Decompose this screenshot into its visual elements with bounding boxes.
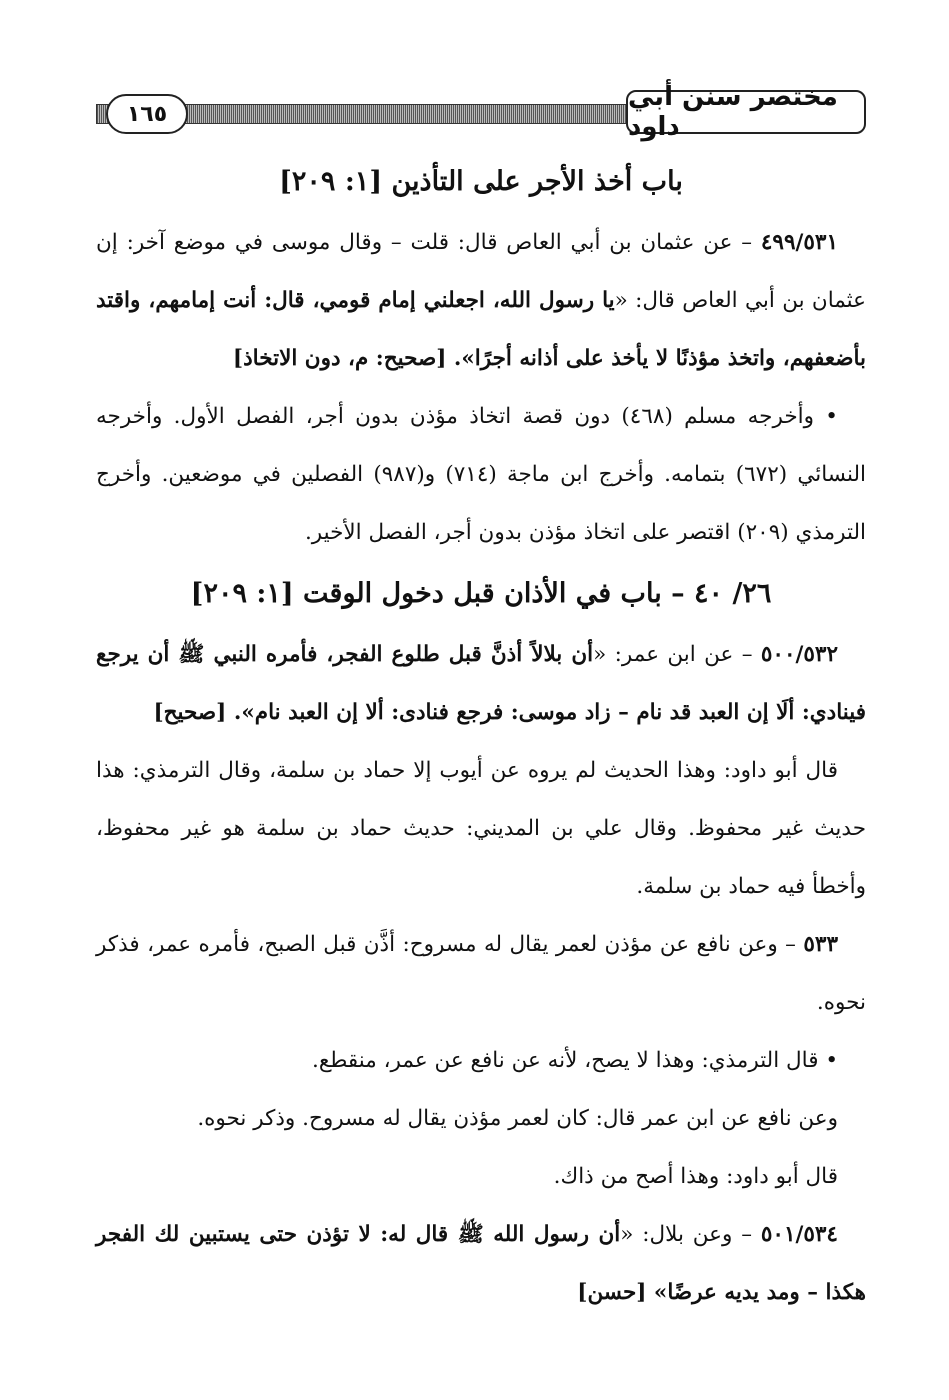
commentary-takhrij: • وأخرجه مسلم (٤٦٨) دون قصة اتخاذ مؤذن بدون أجر، الفصل الأول. وأخرجه النسائي (٦٧٢) بتمامه. وأخرج ابن ماجة (٧١٤) و(٩٨٧) الفصلين في موضعين. وأخرج الترمذي (٢٠٩) اقتصر على اتخاذ مؤذن بدون أجر، الفصل الأخير. [96, 404, 866, 545]
book-title: مختصر سنن أبي داود [626, 90, 866, 134]
page-body [96, 150, 866, 1322]
note-abu-dawud: قال أبو داود: وهذا أصح من ذاك. [553, 1164, 838, 1189]
hadith-intro: – عن عثمان بن أبي العاص قال: قلت – وقال موسى في موضع آخر: إن عثمان بن أبي العاص قال: « [96, 230, 866, 313]
hadith-532 [96, 626, 866, 742]
page-number: ١٦٥ [106, 94, 188, 134]
hadith-intro: – وعن بلال: « [620, 1222, 752, 1247]
hadith-number: ٥٠١/٥٣٤ [760, 1222, 838, 1247]
hadith-text: أن بلالاً أذنَّ قبل طلوع الفجر، فأمره النبي ﷺ أن يرجع فينادي: ألَا إن العبد قد نام – زاد موسى: فرجع فنادى: ألا إن العبد نام [96, 642, 866, 725]
hadith-text: – وعن نافع عن مؤذن لعمر يقال له مسروح: أذَّن قبل الصبح، فأمره عمر، فذكر نحوه. [96, 932, 866, 1015]
commentary-abu-dawud: قال أبو داود: وهذا الحديث لم يروه عن أيوب إلا حماد بن سلمة، وقال الترمذي: هذا حديث غير محفوظ. وقال علي بن المديني: حديث حماد بن سلمة هو غير محفوظ، وأخطأ فيه حماد بن سلمة. [96, 758, 866, 899]
hadith-533 [96, 916, 866, 1032]
hadith-534 [96, 1206, 866, 1322]
hadith-intro: – عن ابن عمر: « [593, 642, 753, 667]
hadith-number: ٤٩٩/٥٣١ [760, 230, 838, 255]
hadith-number: ٥٣٣ [803, 932, 838, 957]
hadith-text: أن رسول الله ﷺ قال له: لا تؤذن حتى يستبين لك الفجر هكذا – ومد يديه عرضًا [96, 1222, 866, 1305]
hadith-grade: » [حسن] [577, 1280, 668, 1305]
hadith-text: يا رسول الله، اجعلني إمام قومي، قال: أنت إمامهم، واقتد بأضعفهم، واتخذ مؤذنًا لا يأخذ على أذانه أجرًا [96, 288, 866, 371]
hadith-grade: ». [صحيح: م، دون الاتخاذ] [232, 346, 475, 371]
page-header [96, 82, 866, 148]
note-tirmidhi: • قال الترمذي: وهذا لا يصح، لأنه عن نافع عن عمر، منقطع. [311, 1048, 838, 1073]
hadith-grade: ». [صحيح] [153, 700, 255, 725]
chapter-heading-fees: باب أخذ الأجر على التأذين [١: ٢٠٩] [279, 166, 683, 197]
hadith-number: ٥٠٠/٥٣٢ [760, 642, 839, 667]
chapter-heading-early-adhan: ٢٦/ ٤٠ – باب في الأذان قبل دخول الوقت [١: ٢٠٩] [190, 578, 772, 609]
note-nafi: وعن نافع عن ابن عمر قال: كان لعمر مؤذن يقال له مسروح. وذكر نحوه. [197, 1106, 838, 1131]
hadith-531 [96, 214, 866, 388]
